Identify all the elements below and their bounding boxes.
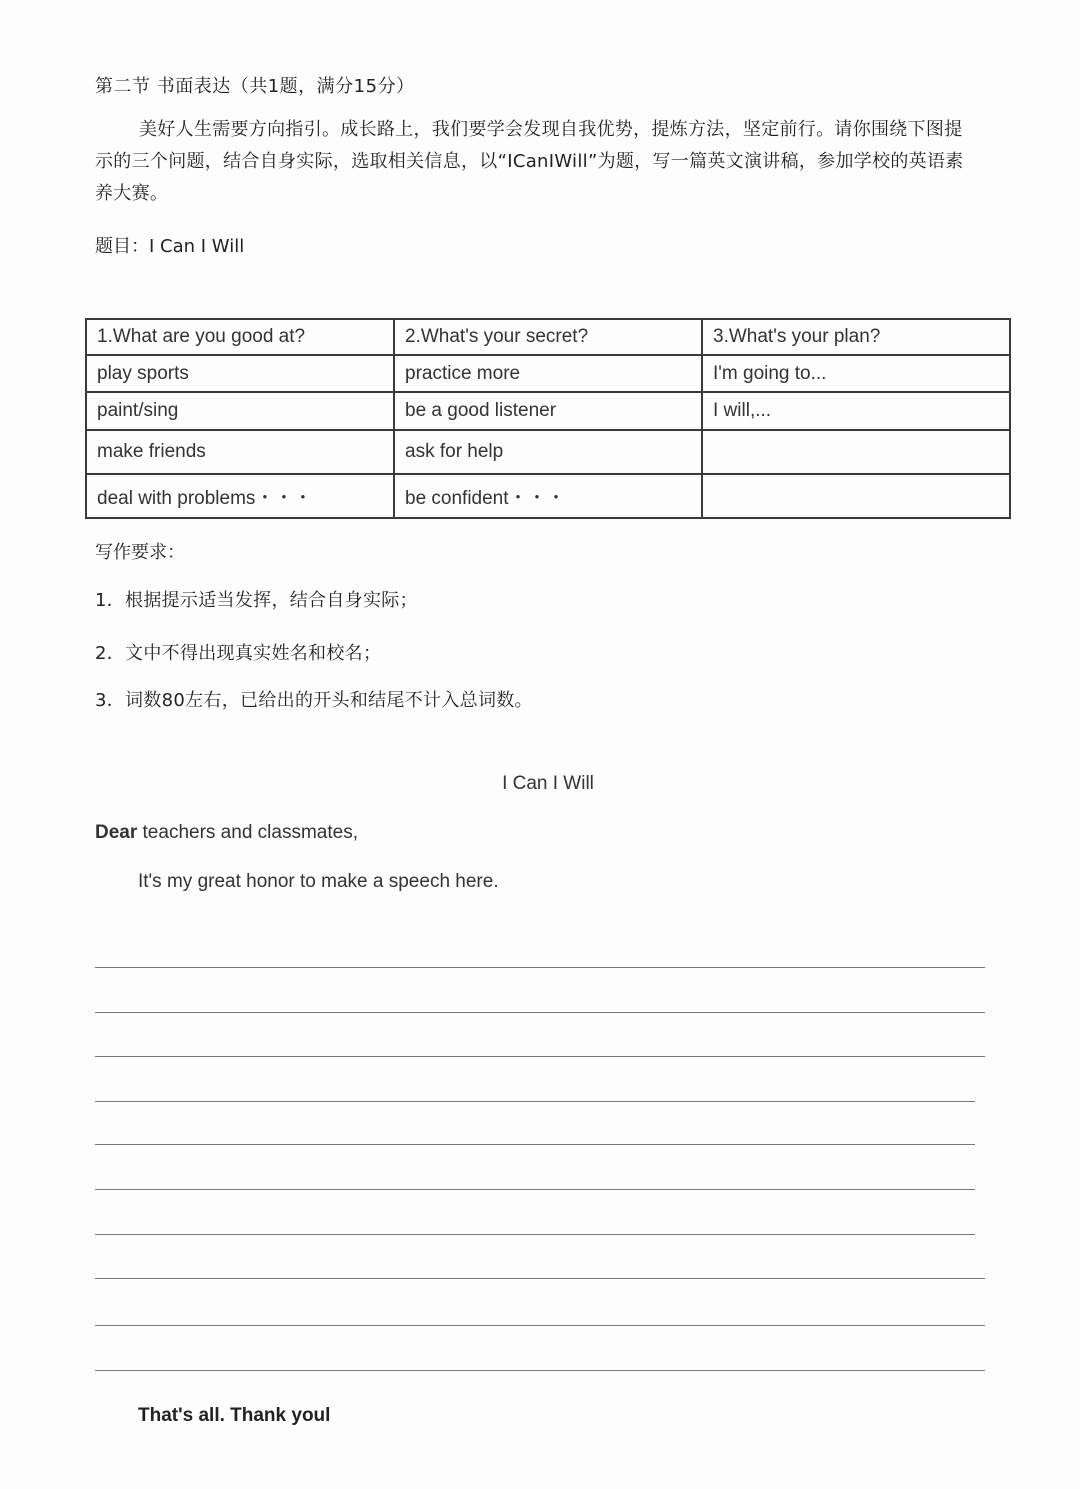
essay-greeting bbox=[95, 822, 358, 844]
table-cell: play sports bbox=[86, 355, 394, 392]
table-header-cell: 3.What's your plan? bbox=[702, 319, 1010, 355]
table-cell: paint/sing bbox=[86, 392, 394, 430]
table-cell: I'm going to... bbox=[702, 355, 1010, 392]
table-cell bbox=[702, 474, 1010, 518]
essay-closing: That's all. Thank youl bbox=[138, 1405, 331, 1426]
writing-line[interactable] bbox=[95, 1234, 975, 1235]
essay-opening-sentence: It's my great honor to make a speech here. bbox=[138, 871, 499, 892]
table-cell: ask for help bbox=[394, 430, 702, 474]
requirement-item: 1．根据提示适当发挥，结合自身实际； bbox=[95, 590, 418, 611]
table-header-cell: 1.What are you good at? bbox=[86, 319, 394, 355]
writing-line[interactable] bbox=[95, 1056, 985, 1057]
prompt-table bbox=[85, 318, 1011, 519]
table-row bbox=[86, 392, 1010, 430]
table-row bbox=[86, 474, 1010, 518]
writing-line[interactable] bbox=[95, 1012, 985, 1013]
table-cell: make friends bbox=[86, 430, 394, 474]
table-cell bbox=[702, 430, 1010, 474]
requirement-item: 2．文中不得出现真实姓名和校名； bbox=[95, 643, 382, 664]
table-cell: be a good listener bbox=[394, 392, 702, 430]
topic-line: 题目：I Can I Will bbox=[95, 236, 245, 257]
table-row bbox=[86, 355, 1010, 392]
requirement-item: 3．词数80左右，已给出的开头和结尾不计入总词数。 bbox=[95, 690, 533, 711]
essay-title: I Can I Will bbox=[502, 773, 594, 794]
table-cell: be confident・・・ bbox=[394, 474, 702, 518]
table-header-row bbox=[86, 319, 1010, 355]
writing-line[interactable] bbox=[95, 967, 985, 968]
writing-line[interactable] bbox=[95, 1189, 975, 1190]
section-title: 第二节 书面表达（共1题，满分15分） bbox=[95, 76, 415, 97]
writing-line[interactable] bbox=[95, 1325, 985, 1326]
greeting-rest: teachers and classmates, bbox=[137, 822, 358, 843]
requirements-title: 写作要求： bbox=[95, 542, 185, 563]
table-row bbox=[86, 430, 1010, 474]
table-header-cell: 2.What's your secret? bbox=[394, 319, 702, 355]
greeting-bold-word: Dear bbox=[95, 822, 138, 843]
table-cell: practice more bbox=[394, 355, 702, 392]
writing-line[interactable] bbox=[95, 1101, 975, 1102]
table-cell: I will,... bbox=[702, 392, 1010, 430]
table-cell: deal with problems・・・ bbox=[86, 474, 394, 518]
writing-line[interactable] bbox=[95, 1278, 985, 1279]
writing-line[interactable] bbox=[95, 1370, 985, 1371]
instruction-paragraph: 美好人生需要方向指引。成长路上，我们要学会发现自我优势，提炼方法，坚定前行。请你围绕下图提示的三个问题，结合自身实际，选取相关信息，以“ICanIWill”为题，写一篇英文演讲稿，参加学校的英语素养大赛。 bbox=[95, 119, 964, 204]
writing-line[interactable] bbox=[95, 1144, 975, 1145]
